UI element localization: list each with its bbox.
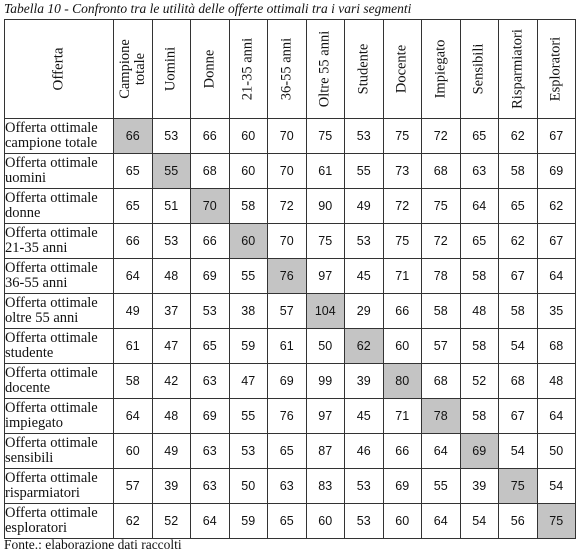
table-cell: 65: [268, 504, 307, 539]
table-cell: 62: [114, 504, 153, 539]
table-cell: 45: [345, 259, 384, 294]
row-label: Offerta ottimale donne: [5, 189, 114, 224]
table-cell: 42: [152, 364, 191, 399]
table-cell: 65: [499, 189, 538, 224]
table-cell: 54: [499, 434, 538, 469]
table-cell: 49: [345, 189, 384, 224]
column-header: [268, 20, 307, 119]
table-cell: 57: [114, 469, 153, 504]
table-cell: 53: [191, 294, 230, 329]
row-label: Offerta ottimale studente: [5, 329, 114, 364]
table-row: [5, 224, 576, 259]
header-row: [5, 20, 576, 119]
table-row: [5, 364, 576, 399]
table-cell: 68: [422, 364, 461, 399]
table-cell: 69: [268, 364, 307, 399]
table-cell: 66: [191, 119, 230, 154]
table-cell: 64: [460, 189, 499, 224]
table-row: [5, 329, 576, 364]
column-header-label: 36-55 anni: [278, 37, 295, 101]
table-cell: 72: [422, 119, 461, 154]
highlighted-cell: 75: [537, 504, 576, 539]
column-header: [345, 20, 384, 119]
row-label: Offerta ottimale risparmiatori: [5, 469, 114, 504]
table-row: [5, 469, 576, 504]
table-cell: 60: [306, 504, 345, 539]
table-cell: 66: [114, 224, 153, 259]
corner-header-label: Offerta: [50, 47, 67, 91]
table-cell: 65: [460, 119, 499, 154]
table-row: [5, 189, 576, 224]
table-cell: 73: [383, 154, 422, 189]
table-cell: 53: [152, 224, 191, 259]
table-cell: 63: [191, 434, 230, 469]
table-cell: 63: [191, 364, 230, 399]
table-cell: 55: [345, 154, 384, 189]
table-cell: 72: [268, 189, 307, 224]
table-cell: 60: [383, 329, 422, 364]
table-cell: 38: [229, 294, 268, 329]
table-cell: 61: [306, 154, 345, 189]
table-cell: 60: [229, 154, 268, 189]
table-cell: 64: [114, 259, 153, 294]
table-cell: 58: [422, 294, 461, 329]
table-cell: 48: [152, 259, 191, 294]
table-cell: 62: [499, 119, 538, 154]
table-cell: 45: [345, 399, 384, 434]
highlighted-cell: 69: [460, 434, 499, 469]
table-cell: 64: [114, 399, 153, 434]
table-cell: 39: [345, 364, 384, 399]
table-cell: 48: [460, 294, 499, 329]
table-cell: 48: [537, 364, 576, 399]
table-cell: 68: [191, 154, 230, 189]
table-cell: 75: [383, 119, 422, 154]
table-cell: 78: [422, 259, 461, 294]
table-cell: 39: [152, 469, 191, 504]
table-cell: 58: [460, 259, 499, 294]
table-cell: 99: [306, 364, 345, 399]
table-row: [5, 259, 576, 294]
table-cell: 75: [422, 189, 461, 224]
row-label: Offerta ottimale oltre 55 anni: [5, 294, 114, 329]
table-cell: 61: [114, 329, 153, 364]
table-cell: 64: [537, 259, 576, 294]
table-cell: 66: [383, 434, 422, 469]
table-cell: 53: [229, 434, 268, 469]
table-cell: 60: [229, 119, 268, 154]
table-cell: 58: [460, 329, 499, 364]
table-cell: 58: [460, 399, 499, 434]
highlighted-cell: 66: [114, 119, 153, 154]
table-cell: 49: [114, 294, 153, 329]
column-header: [114, 20, 153, 119]
highlighted-cell: 62: [345, 329, 384, 364]
table-cell: 67: [537, 224, 576, 259]
table-cell: 53: [345, 224, 384, 259]
row-label: Offerta ottimale campione totale: [5, 119, 114, 154]
table-cell: 54: [499, 329, 538, 364]
row-label: Offerta ottimale 21-35 anni: [5, 224, 114, 259]
table-cell: 64: [537, 399, 576, 434]
table-cell: 62: [499, 224, 538, 259]
table-cell: 65: [114, 189, 153, 224]
table-cell: 71: [383, 399, 422, 434]
table-cell: 67: [499, 259, 538, 294]
column-header-label: Sensibili: [470, 43, 487, 95]
corner-header: [5, 20, 114, 119]
table-cell: 53: [152, 119, 191, 154]
table-cell: 72: [383, 189, 422, 224]
table-cell: 68: [537, 329, 576, 364]
row-label: Offerta ottimale uomini: [5, 154, 114, 189]
column-header-label: Oltre 55 anni: [316, 30, 333, 108]
table-cell: 64: [422, 434, 461, 469]
table-cell: 48: [152, 399, 191, 434]
column-header: [499, 20, 538, 119]
row-label: Offerta ottimale sensibili: [5, 434, 114, 469]
table-cell: 66: [191, 224, 230, 259]
column-header: [191, 20, 230, 119]
highlighted-cell: 80: [383, 364, 422, 399]
highlighted-cell: 78: [422, 399, 461, 434]
table-cell: 55: [422, 469, 461, 504]
table-cell: 58: [229, 189, 268, 224]
highlighted-cell: 76: [268, 259, 307, 294]
table-cell: 58: [499, 154, 538, 189]
table-cell: 69: [537, 154, 576, 189]
table-cell: 65: [268, 434, 307, 469]
table-row: [5, 119, 576, 154]
table-cell: 65: [460, 224, 499, 259]
table-cell: 60: [383, 504, 422, 539]
column-header-label: Studente: [355, 43, 372, 95]
table-cell: 87: [306, 434, 345, 469]
table-cell: 75: [306, 119, 345, 154]
table-cell: 62: [537, 189, 576, 224]
table-cell: 70: [268, 119, 307, 154]
table-row: [5, 504, 576, 539]
table-cell: 69: [191, 399, 230, 434]
column-header-label: Campione totale: [116, 39, 148, 99]
table-cell: 53: [345, 504, 384, 539]
table-cell: 60: [114, 434, 153, 469]
column-header: [306, 20, 345, 119]
column-header-label: 21-35 anni: [239, 37, 256, 101]
table-cell: 69: [383, 469, 422, 504]
table-cell: 68: [422, 154, 461, 189]
table-cell: 57: [268, 294, 307, 329]
table-cell: 75: [383, 224, 422, 259]
table-cell: 65: [191, 329, 230, 364]
table-cell: 67: [499, 399, 538, 434]
table-cell: 53: [345, 469, 384, 504]
column-header: [460, 20, 499, 119]
table-cell: 69: [191, 259, 230, 294]
highlighted-cell: 70: [191, 189, 230, 224]
row-label: Offerta ottimale esploratori: [5, 504, 114, 539]
table-cell: 55: [229, 399, 268, 434]
table-cell: 66: [383, 294, 422, 329]
table-row: [5, 294, 576, 329]
table-cell: 76: [268, 399, 307, 434]
table-cell: 54: [460, 504, 499, 539]
table-cell: 52: [152, 504, 191, 539]
table-cell: 39: [460, 469, 499, 504]
table-cell: 49: [152, 434, 191, 469]
table-cell: 50: [229, 469, 268, 504]
table-cell: 54: [537, 469, 576, 504]
column-header: [229, 20, 268, 119]
column-header-label: Donne: [201, 49, 218, 89]
column-header: [383, 20, 422, 119]
table-cell: 50: [306, 329, 345, 364]
table-cell: 63: [460, 154, 499, 189]
table-cell: 51: [152, 189, 191, 224]
column-header: [152, 20, 191, 119]
table-cell: 63: [191, 469, 230, 504]
table-cell: 61: [268, 329, 307, 364]
table-caption: Tabella 10 - Confronto tra le utilità delle offerte ottimali tra i vari segmenti: [4, 1, 412, 16]
highlighted-cell: 104: [306, 294, 345, 329]
table-cell: 37: [152, 294, 191, 329]
column-header-label: Docente: [393, 44, 410, 94]
table-cell: 50: [537, 434, 576, 469]
table-cell: 53: [345, 119, 384, 154]
source-note: Fonte.: elaborazione dati raccolti: [4, 537, 182, 552]
table-cell: 83: [306, 469, 345, 504]
column-header-label: Uomini: [162, 46, 179, 92]
column-header-label: Risparmiatori: [509, 29, 526, 109]
table-cell: 46: [345, 434, 384, 469]
table-cell: 63: [268, 469, 307, 504]
table-cell: 67: [537, 119, 576, 154]
table-cell: 52: [460, 364, 499, 399]
table-cell: 55: [229, 259, 268, 294]
table-cell: 65: [114, 154, 153, 189]
column-header-label: Impiegato: [432, 39, 449, 99]
comparison-table: [4, 19, 576, 539]
table-row: [5, 399, 576, 434]
table-cell: 59: [229, 504, 268, 539]
table-cell: 70: [268, 154, 307, 189]
table-cell: 47: [229, 364, 268, 399]
table-cell: 64: [422, 504, 461, 539]
column-header: [422, 20, 461, 119]
table-cell: 97: [306, 259, 345, 294]
row-label: Offerta ottimale docente: [5, 364, 114, 399]
highlighted-cell: 55: [152, 154, 191, 189]
table-cell: 29: [345, 294, 384, 329]
table-cell: 75: [306, 224, 345, 259]
table-cell: 90: [306, 189, 345, 224]
highlighted-cell: 60: [229, 224, 268, 259]
table-cell: 97: [306, 399, 345, 434]
table-row: [5, 154, 576, 189]
table-cell: 64: [191, 504, 230, 539]
table-cell: 68: [499, 364, 538, 399]
table-body: [5, 119, 576, 539]
highlighted-cell: 75: [499, 469, 538, 504]
table-cell: 57: [422, 329, 461, 364]
row-label: Offerta ottimale 36-55 anni: [5, 259, 114, 294]
table-cell: 58: [114, 364, 153, 399]
table-cell: 56: [499, 504, 538, 539]
table-cell: 58: [499, 294, 538, 329]
column-header-label: Esploratori: [547, 36, 564, 102]
table-cell: 59: [229, 329, 268, 364]
table-cell: 35: [537, 294, 576, 329]
table-cell: 47: [152, 329, 191, 364]
table-cell: 71: [383, 259, 422, 294]
table-row: [5, 434, 576, 469]
table-cell: 72: [422, 224, 461, 259]
table-cell: 70: [268, 224, 307, 259]
column-header: [537, 20, 576, 119]
row-label: Offerta ottimale impiegato: [5, 399, 114, 434]
